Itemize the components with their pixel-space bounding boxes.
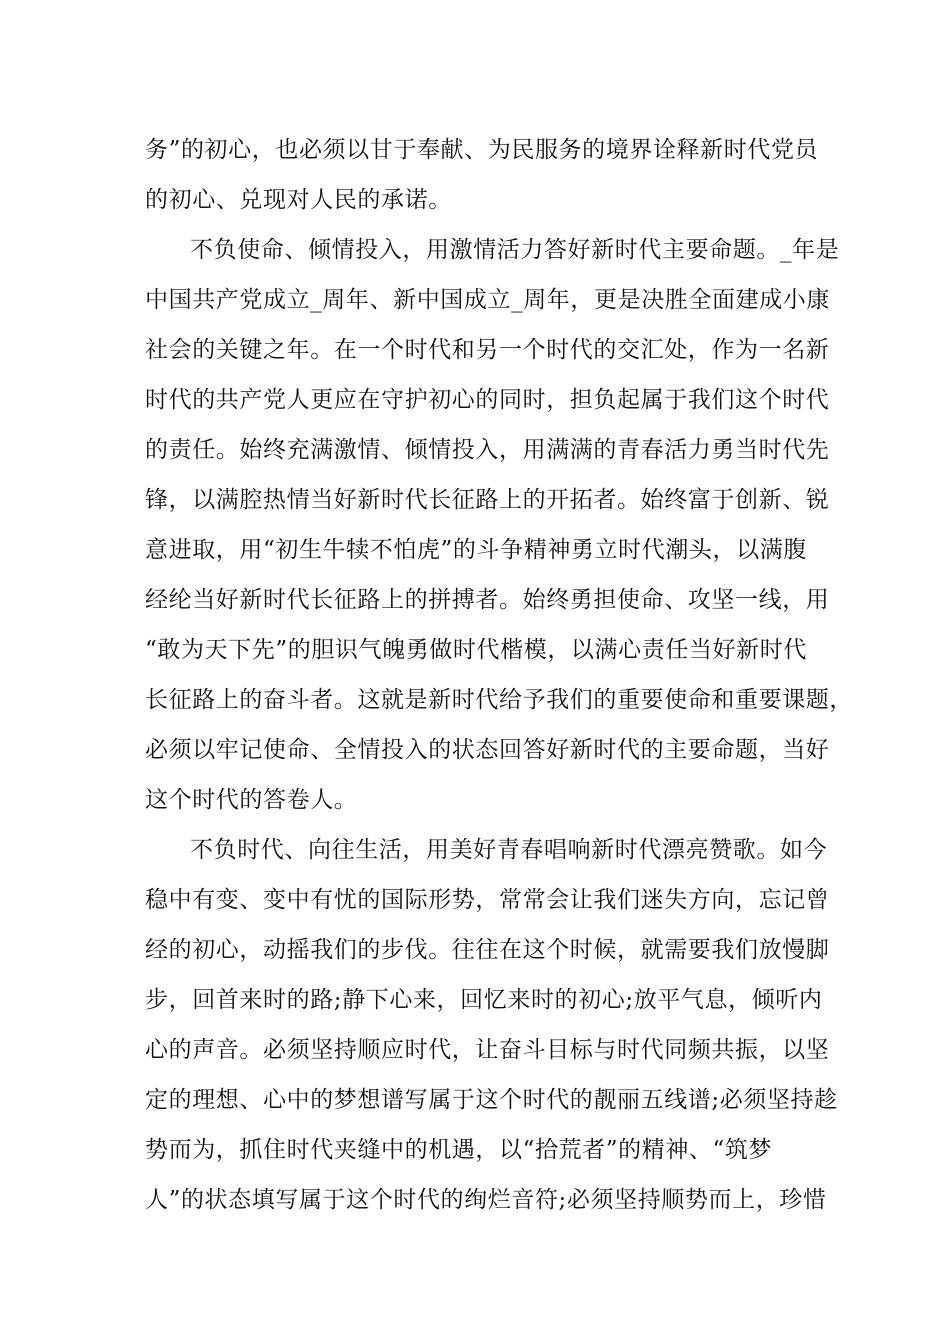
text-line: 时代的共产党人更应在守护初心的同时，担负起属于我们这个时代 bbox=[145, 387, 830, 413]
text-line: 这个时代的答卷人。 bbox=[145, 787, 358, 813]
text-line: 经的初心，动摇我们的步伐。往往在这个时候，就需要我们放慢脚 bbox=[145, 937, 830, 963]
paragraph-first-line: 不负时代、向往生活，用美好青春唱响新时代漂亮赞歌。如今 bbox=[190, 837, 828, 863]
text-line: 意进取，用“初生牛犊不怕虎”的斗争精神勇立时代潮头，以满腹 bbox=[145, 537, 807, 563]
text-line: 定的理想、心中的梦想谱写属于这个时代的靓丽五线谱;必须坚持趁 bbox=[145, 1087, 838, 1113]
text-line: 必须以牢记使命、全情投入的状态回答好新时代的主要命题，当好 bbox=[145, 737, 830, 763]
text-line: 锋，以满腔热情当好新时代长征路上的开拓者。始终富于创新、锐 bbox=[145, 487, 830, 513]
text-line: 务”的初心，也必须以甘于奉献、为民服务的境界诠释新时代党员 bbox=[145, 137, 819, 163]
text-line: 心的声音。必须坚持顺应时代，让奋斗目标与时代同频共振，以坚 bbox=[145, 1037, 830, 1063]
text-line: “敢为天下先”的胆识气魄勇做时代楷模，以满心责任当好新时代 bbox=[145, 637, 807, 663]
text-line: 社会的关键之年。在一个时代和另一个时代的交汇处，作为一名新 bbox=[145, 337, 830, 363]
text-line: 经纶当好新时代长征路上的拼搏者。始终勇担使命、攻坚一线，用 bbox=[145, 587, 830, 613]
text-line: 的初心、兑现对人民的承诺。 bbox=[145, 187, 452, 213]
text-line: 长征路上的奋斗者。这就是新时代给予我们的重要使命和重要课题， bbox=[145, 687, 853, 713]
text-line: 步，回首来时的路;静下心来，回忆来时的初心;放平气息，倾听内 bbox=[145, 987, 823, 1013]
text-line: 势而为，抓住时代夹缝中的机遇，以“拾荒者”的精神、“筑梦 bbox=[145, 1137, 773, 1163]
text-line: 稳中有变、变中有忧的国际形势，常常会让我们迷失方向，忘记曾 bbox=[145, 887, 830, 913]
text-line: 的责任。始终充满激情、倾情投入，用满满的青春活力勇当时代先 bbox=[145, 437, 830, 463]
paragraph-first-line: 不负使命、倾情投入，用激情活力答好新时代主要命题。_年是 bbox=[190, 237, 840, 263]
text-line: 中国共产党成立_周年、新中国成立_周年，更是决胜全面建成小康 bbox=[145, 287, 830, 313]
text-line: 人”的状态填写属于这个时代的绚烂音符;必须坚持顺势而上，珍惜 bbox=[145, 1187, 827, 1213]
